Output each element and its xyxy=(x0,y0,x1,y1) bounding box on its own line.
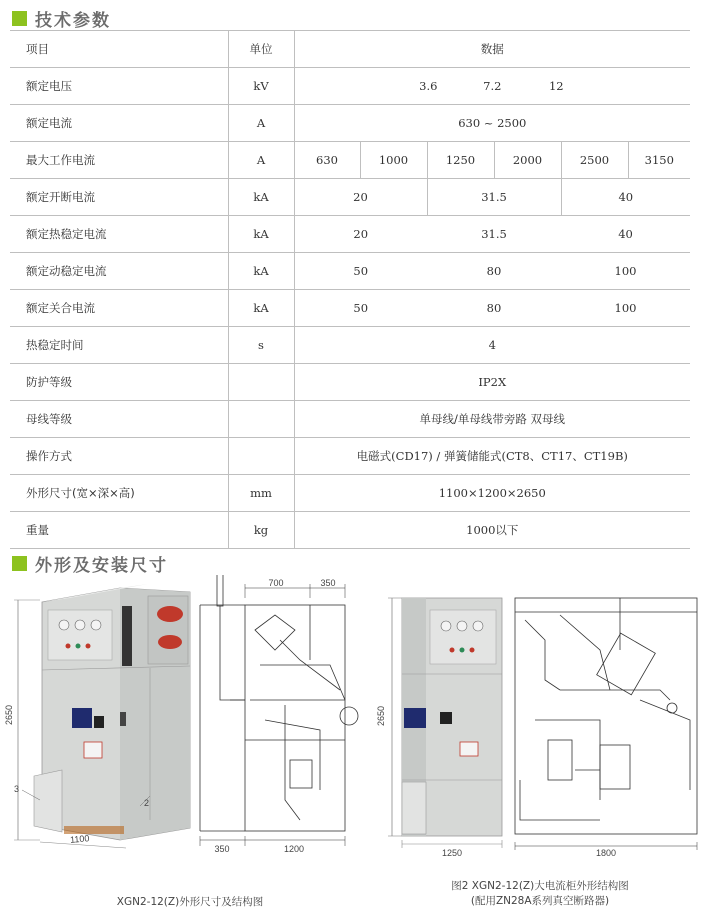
row-name: 母线等级 xyxy=(10,401,228,438)
cell-value: 630 xyxy=(294,142,360,179)
row-name: 额定电流 xyxy=(10,105,228,142)
cabinet-1-photo xyxy=(4,584,190,848)
cell-value: 4 xyxy=(294,327,690,364)
row-name: 额定热稳定电流 xyxy=(10,216,228,253)
cell-value: 100 xyxy=(561,290,690,327)
section-heading-dimensions xyxy=(12,551,168,575)
figure2-caption-line2: (配用ZN28A系列真空断路器) xyxy=(470,895,610,907)
cell-value: 3150 xyxy=(628,142,690,179)
table-row xyxy=(10,253,690,290)
section-heading-tech-params xyxy=(12,6,111,30)
table-row xyxy=(10,364,690,401)
top-dim-a: 700 xyxy=(268,578,284,588)
drawings-svg xyxy=(0,575,720,917)
drawings-area xyxy=(0,575,720,917)
cell-value: 2500 xyxy=(561,142,628,179)
cell-value: 40 xyxy=(561,179,690,216)
table-row xyxy=(10,512,690,549)
cell-value: 40 xyxy=(561,216,690,253)
cell-value: 20 xyxy=(294,216,427,253)
callout-2: 2 xyxy=(144,798,150,808)
row-name: 热稳定时间 xyxy=(10,327,228,364)
cell-value: 80 xyxy=(427,253,561,290)
row-unit: kV xyxy=(228,68,294,105)
cabinet-1-section-drawing xyxy=(200,575,358,846)
table-row xyxy=(10,438,690,475)
row-unit xyxy=(228,438,294,475)
row-unit xyxy=(228,364,294,401)
table-header-row xyxy=(10,31,690,68)
cell-value: 单母线/单母线带旁路 双母线 xyxy=(294,401,690,438)
row-unit: kA xyxy=(228,216,294,253)
table-row xyxy=(10,179,690,216)
cell-value: 3.6 xyxy=(419,79,438,93)
cell-value: 7.2 xyxy=(483,79,502,93)
row-unit: kA xyxy=(228,179,294,216)
row-name: 额定开断电流 xyxy=(10,179,228,216)
row-unit: kA xyxy=(228,253,294,290)
table-row xyxy=(10,327,690,364)
bottom-dim-b: 1200 xyxy=(283,844,305,854)
spec-table xyxy=(10,30,690,549)
row-unit: A xyxy=(228,105,294,142)
callout-3: 3 xyxy=(14,784,20,794)
header-data: 数据 xyxy=(294,31,690,68)
cell-value: 2000 xyxy=(494,142,561,179)
cell-value: 100 xyxy=(561,253,690,290)
row-values xyxy=(294,68,690,105)
row-unit: kA xyxy=(228,290,294,327)
cell-value: 1100×1200×2650 xyxy=(294,475,690,512)
row-name: 防护等级 xyxy=(10,364,228,401)
height-dim-label: 2650 xyxy=(4,704,14,726)
header-item: 项目 xyxy=(10,31,228,68)
row-unit: kg xyxy=(228,512,294,549)
row-unit xyxy=(228,401,294,438)
row-unit: s xyxy=(228,327,294,364)
cell-value: 1000 xyxy=(360,142,427,179)
cell-value: 1250 xyxy=(427,142,494,179)
cell-value: 1000以下 xyxy=(294,512,690,549)
table-row xyxy=(10,401,690,438)
table-row xyxy=(10,216,690,253)
table-row xyxy=(10,142,690,179)
cell-value: 31.5 xyxy=(427,179,561,216)
row-unit: mm xyxy=(228,475,294,512)
cell-value: 20 xyxy=(294,179,427,216)
cell-value: 50 xyxy=(294,253,427,290)
figure1-caption: XGN2-12(Z)外形尺寸及结构图 xyxy=(116,896,264,908)
header-unit: 单位 xyxy=(228,31,294,68)
cell-value: 80 xyxy=(427,290,561,327)
section-title: 外形及安装尺寸 xyxy=(35,555,168,576)
cabinet-2-photo xyxy=(388,598,502,848)
cell-value: 31.5 xyxy=(427,216,561,253)
row-name: 最大工作电流 xyxy=(10,142,228,179)
cell-value: 630 ~ 2500 xyxy=(294,105,690,142)
top-dim-b: 350 xyxy=(320,578,336,588)
cell-value: IP2X xyxy=(294,364,690,401)
row-name: 额定动稳定电流 xyxy=(10,253,228,290)
table-row xyxy=(10,475,690,512)
height-dim-label-2: 2650 xyxy=(376,705,386,727)
table-row xyxy=(10,290,690,327)
cell-value: 电磁式(CD17) / 弹簧储能式(CT8、CT17、CT19B) xyxy=(294,438,690,475)
row-name: 操作方式 xyxy=(10,438,228,475)
green-square-icon xyxy=(12,11,27,26)
cell-value: 50 xyxy=(294,290,427,327)
row-unit: A xyxy=(228,142,294,179)
table-row xyxy=(10,68,690,105)
section-title: 技术参数 xyxy=(35,10,111,31)
depth-dim-label-2: 1800 xyxy=(595,848,617,858)
bottom-dim-a: 350 xyxy=(214,844,230,854)
row-name: 重量 xyxy=(10,512,228,549)
row-name: 额定电压 xyxy=(10,68,228,105)
table-row xyxy=(10,105,690,142)
width-dim-label-2: 1250 xyxy=(441,848,463,858)
width-dim-label: 1100 xyxy=(69,833,90,845)
green-square-icon xyxy=(12,556,27,571)
cabinet-2-section-drawing xyxy=(515,598,697,850)
cell-value: 12 xyxy=(548,79,564,93)
row-name: 外形尺寸(宽×深×高) xyxy=(10,475,228,512)
figure2-caption-line1: 图2 XGN2-12(Z)大电流柜外形结构图 xyxy=(451,880,629,892)
row-name: 额定关合电流 xyxy=(10,290,228,327)
